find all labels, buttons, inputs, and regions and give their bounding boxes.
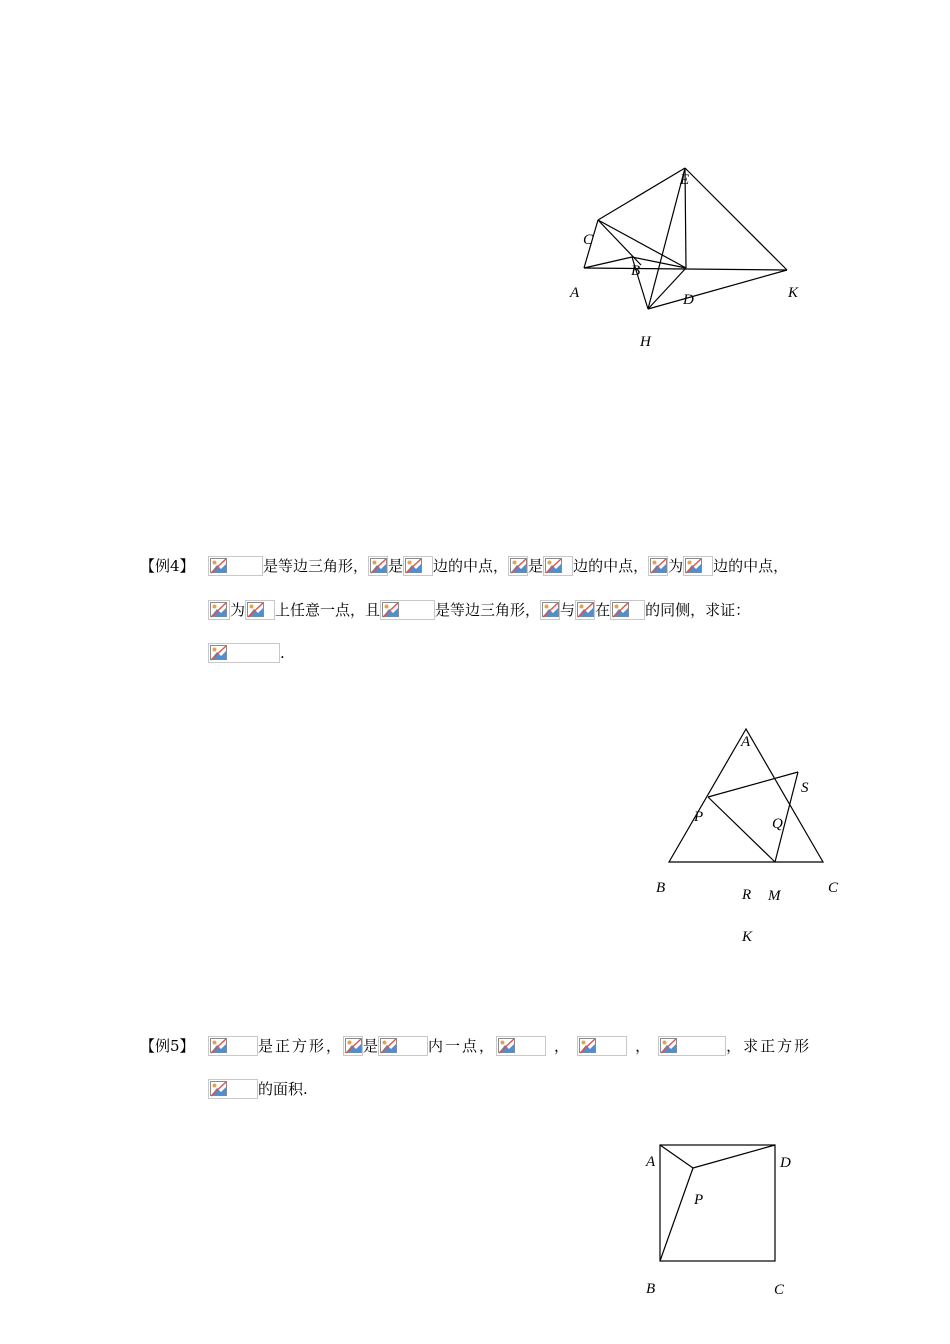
text: ，求正方形 bbox=[726, 1037, 812, 1055]
broken-image-glyph bbox=[382, 602, 400, 618]
label-B: B bbox=[631, 263, 641, 279]
label-K: K bbox=[788, 285, 799, 301]
broken-image-icon bbox=[343, 1036, 363, 1056]
broken-image-glyph bbox=[660, 1038, 678, 1054]
example-4-label: 【例4】 bbox=[140, 557, 195, 575]
broken-image-glyph bbox=[210, 1038, 228, 1054]
text: 上任意一点，且 bbox=[275, 601, 381, 619]
example-5-label: 【例5】 bbox=[140, 1037, 195, 1055]
broken-image-icon bbox=[648, 556, 668, 576]
label-R: R bbox=[742, 887, 752, 903]
broken-image-glyph bbox=[380, 1038, 398, 1054]
example-4-line-2 bbox=[208, 600, 750, 620]
broken-image-glyph bbox=[370, 558, 388, 574]
broken-image-glyph bbox=[577, 602, 595, 618]
label-P: P bbox=[694, 1192, 704, 1208]
text: 边的中点， bbox=[713, 557, 789, 575]
broken-image-icon bbox=[543, 556, 573, 576]
label-B: B bbox=[656, 880, 666, 896]
text: 为 bbox=[230, 601, 246, 619]
text: 的同侧，求证： bbox=[645, 601, 751, 619]
label-K: K bbox=[742, 929, 753, 945]
broken-image-glyph bbox=[345, 1038, 363, 1054]
text: 边的中点， bbox=[573, 557, 649, 575]
broken-image-icon bbox=[245, 600, 275, 620]
label-Q: Q bbox=[772, 816, 783, 832]
broken-image-icon bbox=[368, 556, 388, 576]
label-A: A bbox=[646, 1154, 656, 1170]
broken-image-icon bbox=[575, 600, 595, 620]
text: ， bbox=[635, 1037, 651, 1055]
broken-image-icon bbox=[508, 556, 528, 576]
label-B: B bbox=[646, 1281, 656, 1297]
label-H: H bbox=[640, 334, 651, 350]
broken-image-icon bbox=[577, 1036, 627, 1056]
broken-image-icon bbox=[208, 1036, 258, 1056]
label-S: S bbox=[801, 780, 809, 796]
broken-image-icon bbox=[378, 1036, 428, 1056]
broken-image-icon bbox=[208, 600, 230, 620]
broken-image-glyph bbox=[685, 558, 703, 574]
label-M: M bbox=[768, 888, 781, 904]
broken-image-icon bbox=[403, 556, 433, 576]
label-C: C bbox=[828, 880, 839, 896]
broken-image-icon bbox=[610, 600, 645, 620]
text: 是正方形， bbox=[258, 1037, 344, 1055]
broken-image-glyph bbox=[579, 1038, 597, 1054]
broken-image-icon bbox=[208, 556, 263, 576]
example-5-line-1 bbox=[208, 1036, 811, 1056]
broken-image-icon bbox=[683, 556, 713, 576]
label-E: E bbox=[680, 172, 690, 188]
text: 内一点， bbox=[428, 1037, 497, 1055]
broken-image-icon bbox=[658, 1036, 726, 1056]
example-5-line-2 bbox=[208, 1079, 308, 1099]
broken-image-glyph bbox=[545, 558, 563, 574]
broken-image-glyph bbox=[498, 1038, 516, 1054]
broken-image-glyph bbox=[210, 602, 228, 618]
text: . bbox=[280, 644, 285, 662]
label-A: A bbox=[741, 734, 751, 750]
label-D: D bbox=[683, 292, 694, 308]
broken-image-glyph bbox=[542, 602, 560, 618]
broken-image-glyph bbox=[510, 558, 528, 574]
text: 是 bbox=[528, 557, 544, 575]
label-D: D bbox=[780, 1155, 791, 1171]
figure-3-diagram bbox=[640, 1135, 800, 1305]
label-A: A bbox=[570, 285, 580, 301]
text: 为 bbox=[668, 557, 684, 575]
figure-1-diagram bbox=[560, 160, 820, 360]
broken-image-glyph bbox=[210, 558, 228, 574]
text: 在 bbox=[595, 601, 611, 619]
broken-image-icon bbox=[208, 1079, 258, 1099]
example-4-line-1 bbox=[208, 556, 788, 576]
broken-image-glyph bbox=[650, 558, 668, 574]
label-C: C bbox=[583, 232, 594, 248]
broken-image-icon bbox=[496, 1036, 546, 1056]
broken-image-icon bbox=[540, 600, 560, 620]
text: 与 bbox=[560, 601, 576, 619]
broken-image-glyph bbox=[210, 1081, 228, 1097]
broken-image-glyph bbox=[210, 645, 228, 661]
text: 是 bbox=[388, 557, 404, 575]
label-C: C bbox=[774, 1282, 785, 1298]
example-4-line-3 bbox=[208, 643, 285, 663]
text: 是 bbox=[363, 1037, 379, 1055]
text: 边的中点， bbox=[433, 557, 509, 575]
figure-2-diagram bbox=[650, 720, 850, 950]
broken-image-glyph bbox=[247, 602, 265, 618]
broken-image-icon bbox=[380, 600, 435, 620]
label-P: P bbox=[694, 809, 704, 825]
broken-image-glyph bbox=[405, 558, 423, 574]
text: 的面积. bbox=[258, 1080, 308, 1098]
text: ， bbox=[554, 1037, 570, 1055]
broken-image-glyph bbox=[612, 602, 630, 618]
text: 是等边三角形， bbox=[435, 601, 541, 619]
broken-image-icon bbox=[208, 643, 280, 663]
text: 是等边三角形， bbox=[263, 557, 369, 575]
